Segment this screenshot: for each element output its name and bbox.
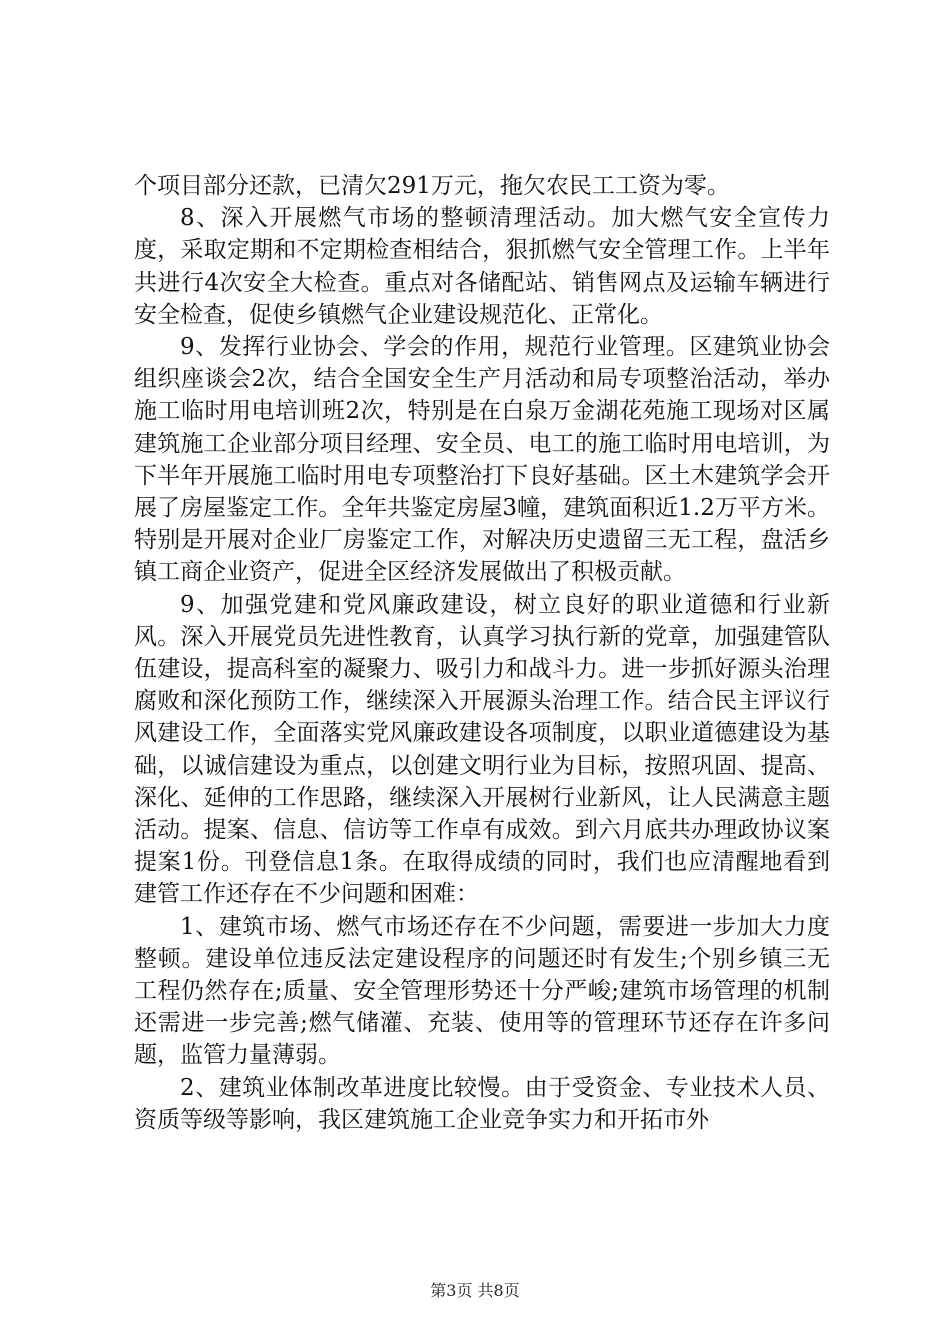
paragraph-6: 2、建筑业体制改革进度比较慢。由于受资金、专业技术人员、资质等级等影响，我区建筑施工企业竞争实力和开拓市外 [134, 1074, 830, 1133]
paragraph-1: 个项目部分还款，已清欠291万元，拖欠农民工工资为零。 [134, 173, 730, 199]
page-number-footer: 第3页 共8页 [430, 1281, 520, 1300]
paragraph-5: 1、建筑市场、燃气市场还存在不少问题，需要进一步加大力度整顿。建设单位违反法定建设程序的问题还时有发生;个别乡镇三无工程仍然存在;质量、安全管理形势还十分严峻;建筑市场管理的机制还需进一步完善;燃气储灌、充装、使用等的管理环节还存在许多问题，监管力量薄弱。 [134, 913, 830, 1069]
document-body [134, 170, 830, 1136]
paragraph-3: 9、发挥行业协会、学会的作用，规范行业管理。区建筑业协会组织座谈会2次，结合全国安全生产月活动和局专项整治活动，举办施工临时用电培训班2次，特别是在白泉万金湖花苑施工现场对区属建筑施工企业部分项目经理、安全员、电工的施工临时用电培训，为下半年开展施工临时用电专项整治打下良好基础。区土木建筑学会开展了房屋鉴定工作。全年共鉴定房屋3幢，建筑面积近1.2万平方米。特别是开展对企业厂房鉴定工作，对解决历史遗留三无工程，盘活乡镇工商企业资产，促进全区经济发展做出了积极贡献。 [134, 334, 830, 586]
paragraph-2: 8、深入开展燃气市场的整顿清理活动。加大燃气安全宣传力度，采取定期和不定期检查相结合，狠抓燃气安全管理工作。上半年共进行4次安全大检查。重点对各储配站、销售网点及运输车辆进行安全检查，促使乡镇燃气企业建设规范化、正常化。 [134, 205, 830, 328]
paragraph-4: 9、加强党建和党风廉政建设，树立良好的职业道德和行业新风。深入开展党员先进性教育，认真学习执行新的党章，加强建管队伍建设，提高科室的凝聚力、吸引力和战斗力。进一步抓好源头治理腐败和深化预防工作，继续深入开展源头治理工作。结合民主评议行风建设工作，全面落实党风廉政建设各项制度，以职业道德建设为基础，以诚信建设为重点，以创建文明行业为目标，按照巩固、提高、深化、延伸的工作思路，继续深入开展树行业新风，让人民满意主题活动。提案、信息、信访等工作卓有成效。到六月底共办理政协议案提案1份。刊登信息1条。在取得成绩的同时，我们也应清醒地看到建管工作还存在不少问题和困难： [134, 591, 830, 908]
